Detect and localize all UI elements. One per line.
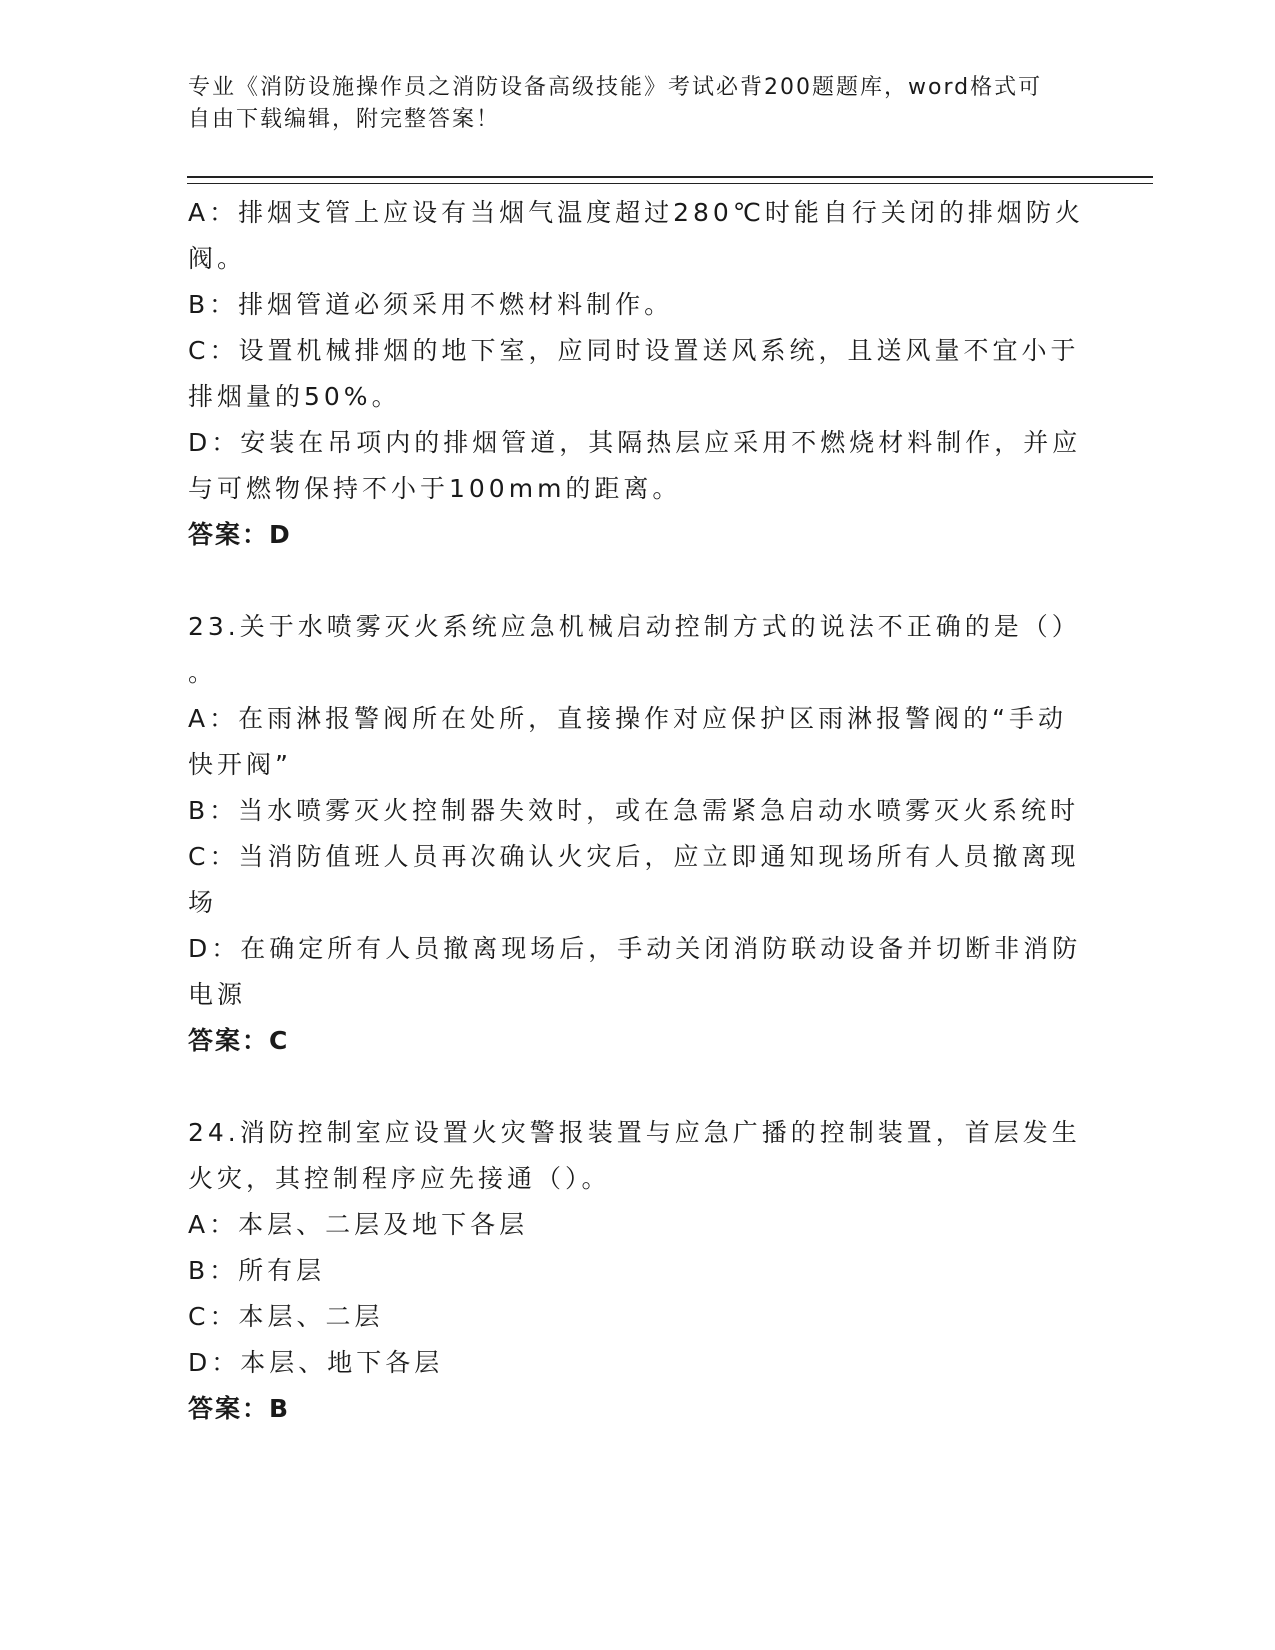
q23-stem-line-1: 23.关于水喷雾灭火系统应急机械启动控制方式的说法不正确的是（） xyxy=(188,612,1081,641)
q22-option-b: B：排烟管道必须采用不燃材料制作。 xyxy=(188,290,674,319)
document-body xyxy=(188,190,1088,1432)
q23-option-c-line-1: C：当消防值班人员再次确认火灾后，应立即通知现场所有人员撤离现 xyxy=(188,842,1080,871)
q23-option-d-line-2: 电源 xyxy=(188,980,247,1009)
q24-stem-line-2: 火灾，其控制程序应先接通（）。 xyxy=(188,1164,611,1193)
document-header xyxy=(188,72,1068,136)
q23-option-a-line-2: 快开阀” xyxy=(188,750,292,779)
q24-stem-line-1: 24.消防控制室应设置火灾警报装置与应急广播的控制装置，首层发生 xyxy=(188,1118,1081,1147)
question-23 xyxy=(188,604,1088,1064)
q22-option-d-line-2: 与可燃物保持不小于100mm的距离。 xyxy=(188,474,682,503)
spacer xyxy=(188,1064,1088,1110)
q22-option-c-line-1: C：设置机械排烟的地下室，应同时设置送风系统，且送风量不宜小于 xyxy=(188,336,1080,365)
q22-option-a-line-1: A：排烟支管上应设有当烟气温度超过280℃时能自行关闭的排烟防火 xyxy=(188,198,1084,227)
q24-option-c: C：本层、二层 xyxy=(188,1302,384,1331)
q23-stem-line-2: 。 xyxy=(188,658,218,687)
q23-option-c-line-2: 场 xyxy=(188,888,218,917)
q22-option-c-line-2: 排烟量的50%。 xyxy=(188,382,401,411)
q23-option-d-line-1: D：在确定所有人员撤离现场后，手动关闭消防联动设备并切断非消防 xyxy=(188,934,1082,963)
header-line-1: 专业《消防设施操作员之消防设备高级技能》考试必背200题题库，word格式可 xyxy=(188,75,1043,100)
spacer xyxy=(188,558,1088,604)
q24-option-d: D：本层、地下各层 xyxy=(188,1348,444,1377)
q23-option-b: B：当水喷雾灭火控制器失效时，或在急需紧急启动水喷雾灭火系统时 xyxy=(188,796,1080,825)
header-divider-thick xyxy=(187,176,1153,178)
q22-option-a-line-2: 阀。 xyxy=(188,244,247,273)
q22-option-d-line-1: D：安装在吊项内的排烟管道，其隔热层应采用不燃烧材料制作，并应 xyxy=(188,428,1082,457)
q24-option-b: B：所有层 xyxy=(188,1256,326,1285)
header-line-2: 自由下载编辑，附完整答案！ xyxy=(188,107,501,132)
header-divider-thin xyxy=(187,183,1153,184)
q24-answer: 答案：B xyxy=(188,1394,291,1423)
question-22-options xyxy=(188,190,1088,558)
q24-option-a: A：本层、二层及地下各层 xyxy=(188,1210,529,1239)
question-24 xyxy=(188,1110,1088,1432)
q23-answer: 答案：C xyxy=(188,1026,290,1055)
q22-answer: 答案：D xyxy=(188,520,292,549)
q23-option-a-line-1: A：在雨淋报警阀所在处所，直接操作对应保护区雨淋报警阀的“手动 xyxy=(188,704,1068,733)
